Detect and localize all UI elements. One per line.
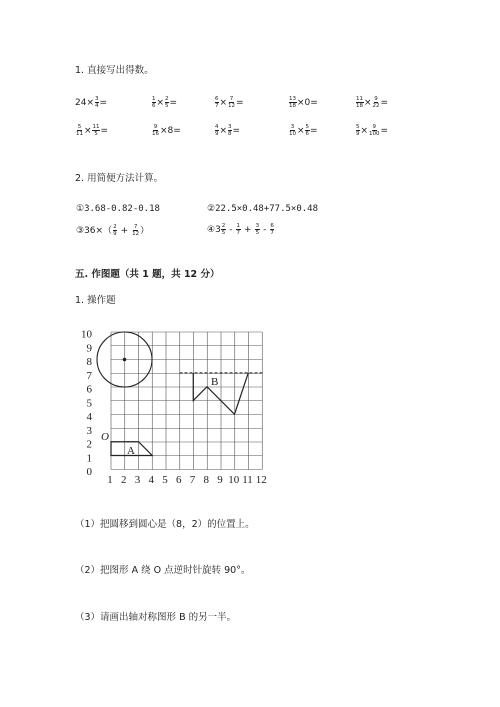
fraction: $\frac{2}{5}$	[221, 223, 226, 236]
problem-4	[207, 223, 275, 236]
x-tick-label: 9	[217, 474, 223, 486]
y-tick-label: 7	[86, 369, 92, 382]
fraction: $\frac{7}{12}$	[132, 224, 140, 237]
calc-item	[75, 96, 107, 109]
y-tick-label: 4	[86, 411, 92, 423]
problem-1: ①3.68-0.82-0.18	[76, 204, 160, 214]
problem-2: ②22.5×0.48+77.5×0.48	[207, 204, 319, 214]
y-tick-label: 6	[86, 383, 92, 396]
fraction: $\frac{7}{12}$	[228, 96, 236, 109]
fraction: $\frac{4}{9}$	[215, 124, 219, 137]
y-axis-labels	[81, 329, 93, 479]
y-tick-label: 10	[81, 328, 92, 341]
y-tick-label: 2	[86, 438, 92, 451]
calc-suffix: =	[380, 98, 389, 108]
x-tick-label: 2	[121, 474, 127, 486]
x-tick-label: 5	[162, 474, 168, 486]
fraction: $\frac{2}{9}$	[113, 224, 117, 237]
question-1-title: 1. 直接写出得数。	[75, 65, 154, 76]
y-tick-label: 3	[86, 424, 92, 437]
x-axis-labels	[107, 474, 267, 486]
x-tick-label: 12	[255, 474, 267, 486]
fraction: $\frac{2}{5}$	[165, 96, 169, 109]
calc-suffix: =	[99, 98, 108, 108]
fraction: $\frac{5}{6}$	[305, 124, 310, 137]
fraction: $\frac{3}{5}$	[255, 223, 260, 236]
fraction: $\frac{3}{10}$	[289, 124, 296, 137]
fraction: $\frac{6}{7}$	[215, 96, 219, 109]
task-2: （2）把图形 A 绕 O 点逆时针旋转 90°。	[75, 565, 251, 576]
operator: -	[263, 225, 267, 235]
operator: ×	[219, 98, 228, 108]
x-tick-label: 10	[228, 474, 240, 486]
fraction: $\frac{3}{8}$	[228, 124, 232, 137]
calc-item	[288, 124, 318, 137]
fraction: $\frac{1}{7}$	[236, 223, 241, 236]
y-tick-label: 0	[86, 466, 92, 478]
calc-item	[75, 124, 108, 137]
operator: -	[229, 225, 233, 235]
fraction: $\frac{11}{5}$	[92, 124, 100, 137]
calc-item	[214, 96, 244, 109]
calc-suffix: =	[236, 98, 244, 108]
operator: +	[120, 226, 129, 236]
calc-suffix: =	[232, 126, 241, 136]
y-tick-label: 1	[86, 452, 92, 465]
calc-prefix: 24×	[75, 98, 94, 108]
calc-suffix: ×8=	[160, 126, 181, 136]
fraction: $\frac{5}{9}$	[356, 124, 360, 137]
x-tick-label: 7	[189, 474, 196, 486]
fraction: $\frac{5}{11}$	[76, 124, 83, 137]
label-a: A	[127, 445, 135, 457]
y-tick-label: 5	[86, 397, 92, 410]
fraction: $\frac{6}{7}$	[270, 223, 274, 236]
section-5-title: 五. 作图题（共 1 题，共 12 分）	[75, 269, 220, 280]
task-3: （3）请画出轴对称图形 B 的另一半。	[75, 612, 237, 623]
x-tick-label: 3	[134, 474, 141, 486]
fraction: $\frac{3}{4}$	[95, 96, 99, 109]
x-tick-label: 6	[176, 474, 182, 486]
y-tick-label: 9	[86, 342, 92, 355]
y-tick-label: 8	[86, 356, 92, 368]
fraction: $\frac{13}{18}$	[289, 96, 296, 109]
calc-suffix: =	[100, 126, 109, 136]
calc-suffix: ×0=	[297, 98, 318, 108]
task-1: （1）把圆移到圆心是（8，2）的位置上。	[75, 519, 255, 530]
x-tick-label: 4	[148, 474, 154, 486]
circle-center-dot	[123, 358, 127, 362]
fraction: $\frac{11}{18}$	[356, 96, 363, 109]
question-2-title: 2. 用简便方法计算。	[75, 173, 164, 184]
problem-3-suffix: ）	[140, 226, 150, 236]
calc-item	[214, 124, 240, 137]
calc-suffix: =	[310, 126, 318, 136]
x-tick-label: 8	[203, 474, 209, 486]
calc-suffix: =	[380, 126, 389, 136]
operator: ×	[219, 126, 228, 136]
x-tick-label: 11	[242, 474, 253, 486]
fraction: $\frac{1}{6}$	[152, 96, 156, 109]
operator: ×	[360, 126, 369, 136]
calc-suffix: =	[169, 98, 178, 108]
fraction: $\frac{9}{100}$	[369, 124, 380, 137]
calc-item	[355, 124, 388, 137]
x-tick-label: 1	[107, 474, 113, 486]
problem-4-prefix: ④3	[207, 225, 221, 235]
problem-3	[76, 223, 149, 237]
point-o-label: O	[101, 431, 109, 443]
coordinate-grid-figure	[70, 325, 280, 490]
fraction: $\frac{9}{22}$	[372, 96, 380, 109]
problem-3-prefix: ③36×（	[76, 226, 113, 236]
operator: ×	[364, 98, 372, 108]
label-b: B	[211, 376, 219, 388]
calc-item	[355, 96, 388, 109]
section-5-subtitle: 1. 操作题	[75, 295, 116, 306]
calc-item	[151, 96, 177, 109]
operator: ×	[156, 98, 165, 108]
calc-item	[151, 124, 181, 137]
calc-item	[288, 96, 318, 109]
operator: +	[244, 225, 252, 235]
operator: ×	[297, 126, 305, 136]
fraction: $\frac{9}{16}$	[152, 124, 159, 137]
operator: ×	[84, 126, 92, 136]
